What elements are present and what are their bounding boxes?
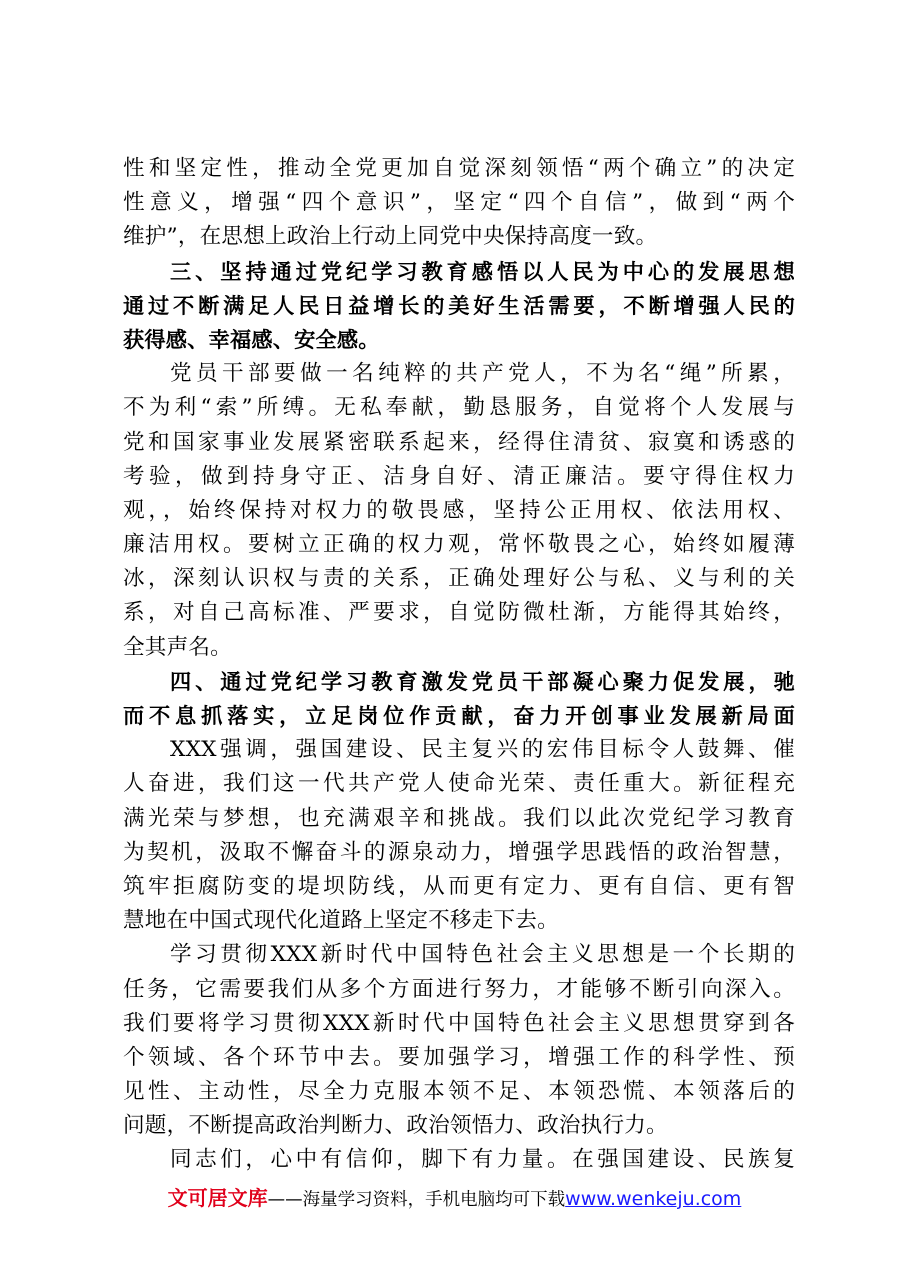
body-line: 党和国家事业发展紧密联系起来，经得住清贫、寂寞和诱惑的 [123,429,795,455]
body-line: 同志们，心中有信仰，脚下有力量。在强国建设、民族复 [170,1147,795,1173]
body-line: 我们要将学习贯彻XXX新时代中国特色社会主义思想贯穿到各 [123,1010,795,1036]
website-link[interactable]: www.wenkeju.com [565,1188,742,1210]
section-heading-line: 四、通过党纪学习教育激发党员干部凝心聚力促发展，驰 [170,668,795,694]
body-line: 筑牢拒腐防变的堤坝防线，从而更有定力、更有自信、更有智 [123,873,795,899]
body-line: XXX强调，强国建设、民主复兴的宏伟目标令人鼓舞、催 [170,737,795,763]
body-line: 冰，深刻认识权与责的关系，正确处理好公与私、义与利的关 [123,566,795,592]
body-line: 任务，它需要我们从多个方面进行努力，才能够不断引向深入。 [123,976,795,1002]
body-line: 满光荣与梦想，也充满艰辛和挑战。我们以此次党纪学习教育 [123,805,795,831]
body-line: 党员干部要做一名纯粹的共产党人，不为名“绳”所累， [170,361,795,387]
body-line: 不为利“索”所缚。无私奉献，勤恳服务，自觉将个人发展与 [123,395,795,421]
body-line: 全其声名。 [123,634,232,660]
body-line: 性和坚定性，推动全党更加自觉深刻领悟“两个确立”的决定 [123,156,795,181]
body-line: 见性、主动性，尽全力克服本领不足、本领恐慌、本领落后的 [123,1079,795,1105]
body-line: 观，，始终保持对权力的敬畏感，坚持公正用权、依法用权、 [123,497,795,523]
body-line: 廉洁用权。要树立正确的权力观，常怀敬畏之心，始终如履薄 [123,532,795,558]
body-line: 性意义，增强“四个意识”，坚定“四个自信”，做到“两个 [123,190,795,216]
brand-name: 文可居文库 [167,1186,268,1210]
body-line: 问题，不断提高政治判断力、政治领悟力、政治执行力。 [123,1113,668,1139]
section-heading-line: 三、坚持通过党纪学习教育感悟以人民为中心的发展思想 [170,258,795,284]
body-line: 维护”，在思想上政治上行动上同党中央保持高度一致。 [123,224,658,250]
body-line: 系，对自己高标准、严要求，自觉防微杜渐，方能得其始终， [123,600,795,626]
section-heading-line: 而不息抓落实，立足岗位作贡献，奋力开创事业发展新局面 [123,703,795,728]
body-line: 个领域、各个环节中去。要加强学习，增强工作的科学性、预 [123,1044,795,1070]
footer-banner [0,1182,909,1211]
footer-tagline: ——海量学习资料，手机电脑均可下载 [267,1190,566,1210]
body-line: 人奋进，我们这一代共产党人使命光荣、责任重大。新征程充 [123,771,795,797]
body-line: 为契机，汲取不懈奋斗的源泉动力，增强学思践悟的政治智慧， [123,839,795,865]
body-line: 慧地在中国式现代化道路上坚定不移走下去。 [123,908,559,934]
body-line: 学习贯彻XXX新时代中国特色社会主义思想是一个长期的 [170,942,795,968]
document-body [123,152,795,1178]
section-heading-line: 获得感、幸福感、安全感。 [123,326,380,352]
section-heading-line: 通过不断满足人民日益增长的美好生活需要，不断增强人民的 [123,292,795,318]
body-line: 考验，做到持身守正、洁身自好、清正廉洁。要守得住权力 [123,463,795,489]
